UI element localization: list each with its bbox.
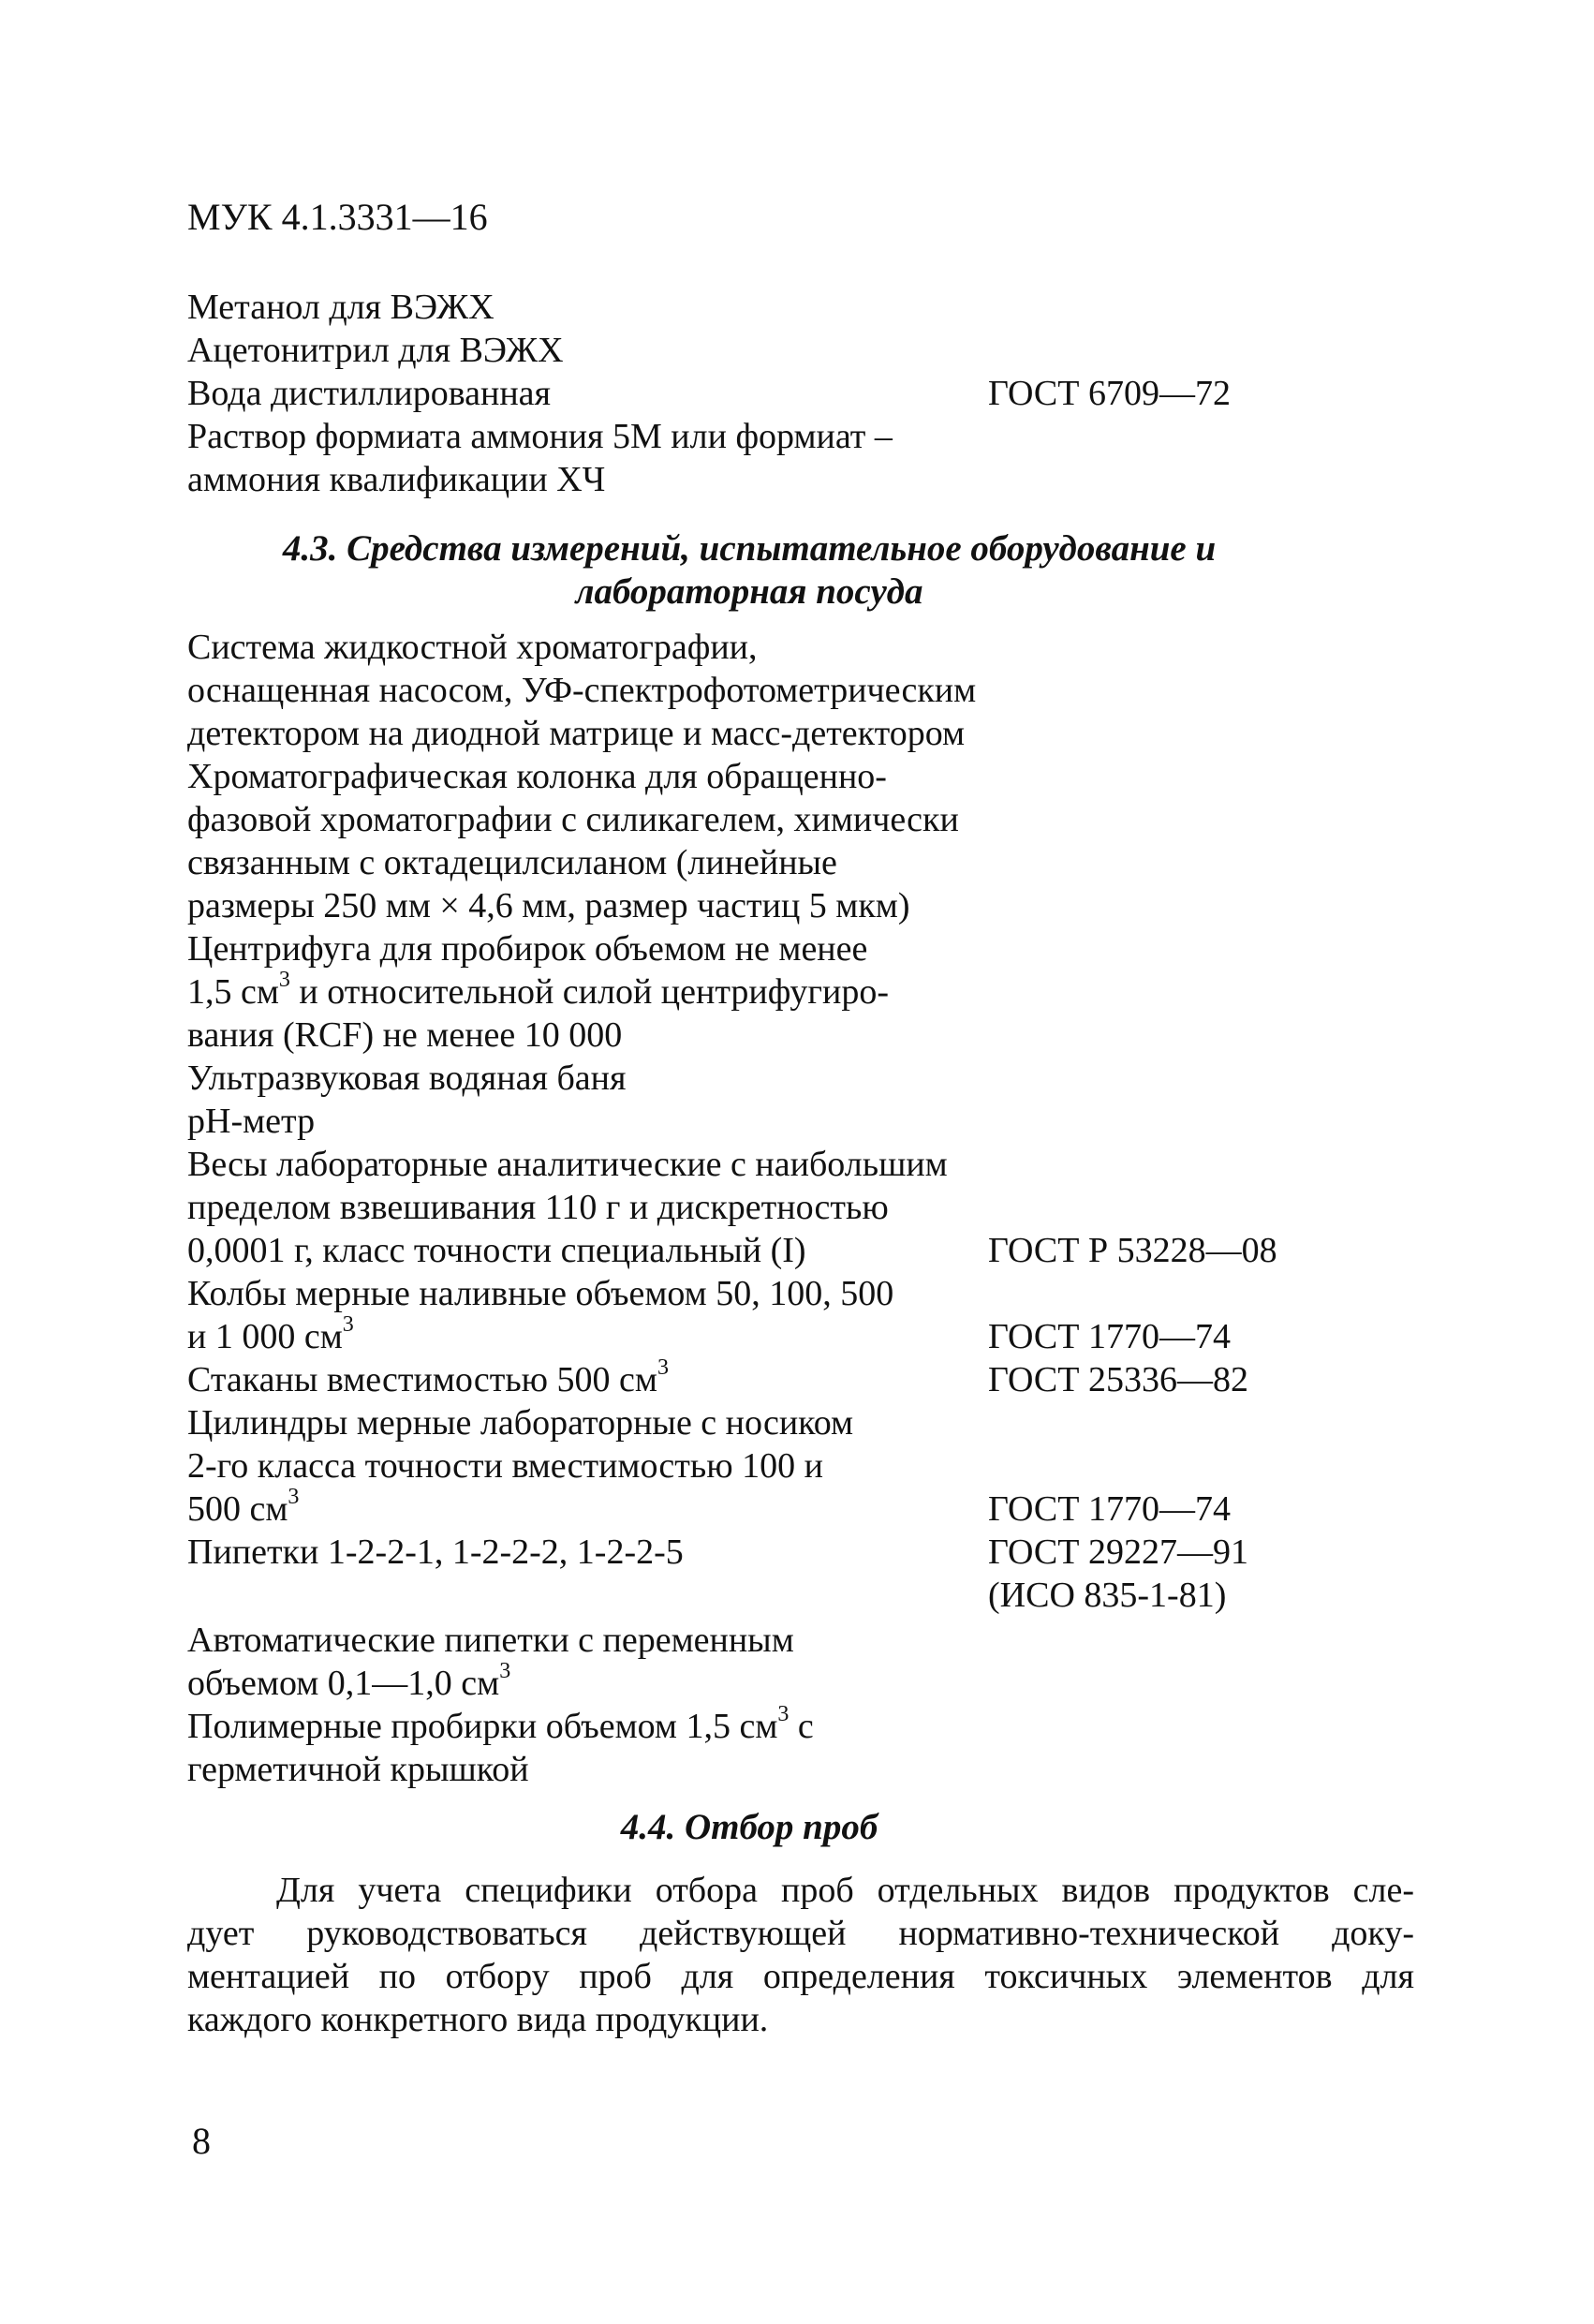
item-standard: ГОСТ 29227—91 (988, 1532, 1248, 1572)
item-name: вания (RCF) не менее 10 000 (187, 1015, 623, 1055)
reagents-list (187, 286, 1311, 501)
list-item (187, 1659, 1311, 1705)
list-item (187, 329, 1311, 372)
item-name: Автоматические пипетки с переменным (187, 1621, 794, 1660)
item-standard: ГОСТ 1770—74 (988, 1317, 1231, 1356)
heading-line: 4.3. Средства измерений, испытательное оборудование и (282, 528, 1217, 569)
item-name: 0,0001 г, класс точности специальный (I) (187, 1231, 806, 1270)
list-item (187, 755, 1311, 798)
section-heading-4-4: 4.4. Отбор проб (620, 1807, 878, 1847)
item-name: Центрифуга для пробирок объемом не менее (187, 929, 868, 969)
list-item (187, 1229, 1311, 1272)
list-item (187, 1014, 1311, 1057)
item-name: детектором на диодной матрице и масс-детектором (187, 714, 966, 753)
item-standard: ГОСТ Р 53228—08 (988, 1231, 1277, 1270)
item-name: и 1 000 $см^3$ (187, 1312, 354, 1356)
superscript: 3 (288, 1485, 300, 1510)
section-heading-4-3 (187, 527, 1311, 614)
item-name: 1,5 $см^3$ и относительной силой центрифугиро- (187, 968, 889, 1012)
equipment-list-extra (187, 1619, 1311, 1791)
item-standard: ГОСТ 6709—72 (988, 374, 1231, 413)
item-name: Вода дистиллированная (187, 374, 552, 413)
list-item (187, 1702, 1311, 1748)
item-name: аммония квалификации ХЧ (187, 460, 606, 499)
superscript: 3 (342, 1312, 354, 1338)
list-item (187, 669, 1311, 712)
equipment-list (187, 626, 1311, 1617)
item-name: герметичной крышкой (187, 1750, 529, 1789)
paragraph-line: каждого конкретного вида продукции. (187, 2000, 769, 2039)
paragraph-line: ментацией по отбору проб для определения токсичных элементов для (187, 1957, 1414, 1996)
list-item (187, 1312, 1311, 1358)
paragraph-line: дует руководствоваться действующей нормативно-технической доку- (187, 1914, 1414, 1953)
list-item (187, 1100, 1311, 1143)
item-standard: ГОСТ 25336—82 (988, 1360, 1248, 1399)
list-item (187, 415, 1311, 458)
list-item (187, 1485, 1311, 1531)
list-item (187, 1143, 1311, 1186)
item-standard: ГОСТ 1770—74 (988, 1489, 1231, 1529)
item-name: Колбы мерные наливные объемом 50, 100, 500 (187, 1274, 894, 1313)
item-name: фазовой хроматографии с силикагелем, химически (187, 800, 959, 839)
item-name: Ацетонитрил для ВЭЖХ (187, 331, 564, 370)
item-name: Пипетки 1-2-2-1, 1-2-2-2, 1-2-2-5 (187, 1532, 684, 1572)
document-code: МУК 4.1.3331—16 (187, 196, 488, 238)
list-item (187, 1619, 1311, 1662)
item-standard: (ИСО 835-1-81) (988, 1576, 1227, 1615)
list-item (187, 1355, 1311, 1401)
list-item (187, 458, 1311, 501)
item-name: пределом взвешивания 110 г и дискретностью (187, 1188, 889, 1227)
list-item (187, 1574, 1311, 1617)
item-name: Метанол для ВЭЖХ (187, 288, 494, 327)
page-number: 8 (192, 2120, 211, 2162)
list-item (187, 927, 1311, 970)
paragraph-line: Для учета специфики отбора проб отдельных видов продуктов сле- (276, 1871, 1414, 1910)
list-item (187, 1057, 1311, 1100)
item-name: 500 $см^3$ (187, 1485, 300, 1529)
heading-line: лабораторная посуда (575, 571, 923, 612)
item-name: Цилиндры мерные лабораторные с носиком (187, 1403, 854, 1443)
list-item (187, 712, 1311, 755)
item-name: Весы лабораторные аналитические с наибольшим (187, 1145, 948, 1184)
superscript: 3 (499, 1659, 511, 1684)
superscript: 3 (777, 1702, 790, 1727)
list-item (187, 626, 1311, 669)
item-name: Система жидкостной хроматографии, (187, 628, 758, 667)
list-item (187, 1272, 1311, 1315)
list-item (187, 841, 1311, 884)
list-item (187, 970, 1311, 1014)
item-name: оснащенная насосом, УФ-спектрофотометрическим (187, 671, 977, 710)
item-name: рН-метр (187, 1102, 316, 1141)
list-item (187, 798, 1311, 841)
item-name: Хроматографическая колонка для обращенно- (187, 757, 887, 796)
section-4-4-paragraph (187, 1869, 1414, 2041)
superscript: 3 (657, 1355, 669, 1381)
list-item (187, 286, 1311, 329)
list-item (187, 1531, 1311, 1574)
item-name: Полимерные пробирки объемом 1,5 $см^3$ с (187, 1702, 814, 1746)
list-item (187, 884, 1311, 927)
list-item (187, 1444, 1311, 1488)
item-name: 2-го класса точности вместимостью 100 и (187, 1446, 823, 1486)
list-item (187, 1748, 1311, 1791)
list-item (187, 372, 1311, 415)
superscript: 3 (278, 968, 290, 993)
item-name: Раствор формиата аммония 5М или формиат – (187, 417, 893, 456)
list-item (187, 1401, 1311, 1444)
item-name: объемом 0,1—1,0 $см^3$ (187, 1659, 511, 1703)
item-name: размеры 250 мм × 4,6 мм, размер частиц 5 мкм) (187, 886, 910, 925)
list-item (187, 1186, 1311, 1229)
item-name: Ультразвуковая водяная баня (187, 1058, 627, 1098)
item-name: Стаканы вместимостью 500 $см^3$ (187, 1355, 669, 1399)
item-name: связанным с октадецилсиланом (линейные (187, 843, 837, 882)
